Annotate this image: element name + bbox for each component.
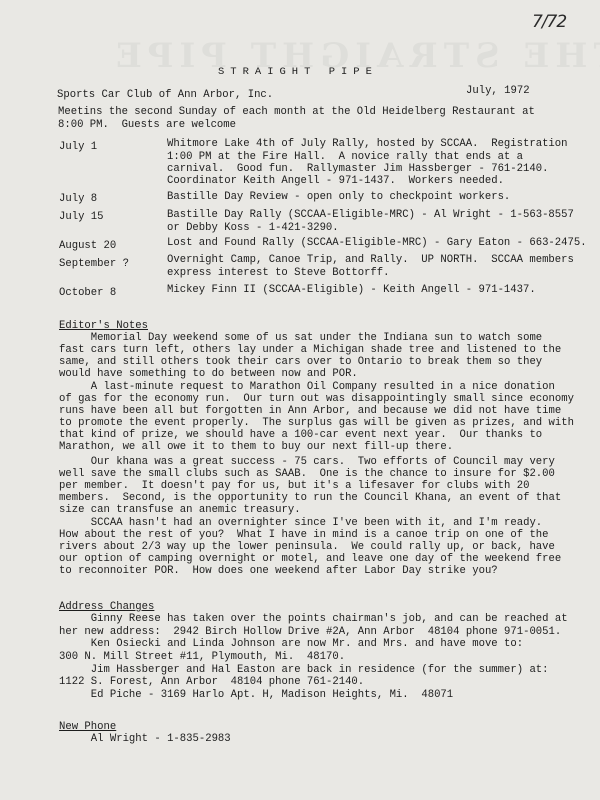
paragraph-line: well save the small clubs such as SAAB. One is the chance to insure for $2.00: [59, 468, 555, 480]
paragraph-line: Marathon, we all owe it to them to buy our next fill-up there.: [59, 441, 454, 453]
event-line: or Debby Koss - 1-421-3290.: [167, 222, 339, 234]
address-changes-heading: Address Changes: [59, 601, 155, 613]
paragraph-line: Our khana was a great success - 75 cars. Two efforts of Council may very: [59, 456, 555, 468]
paragraph-line: our option of camping overnight or motel, and leave one day of the weekend free: [59, 553, 562, 565]
paragraph-line: same, and still others took their cars over to Ontario to break them so they: [59, 356, 543, 368]
new-phone-line: Al Wright - 1-835-2983: [59, 733, 231, 745]
paragraph-line: fast cars turn left, others lay under a Michigan shade tree and listened to the: [59, 344, 562, 356]
event-line: Lost and Found Rally (SCCAA-Eligible-MRC) - Gary Eaton - 663-2475.: [167, 237, 587, 249]
event-line: Whitmore Lake 4th of July Rally, hosted by SCCAA. Registration: [167, 138, 568, 150]
event-date: October 8: [59, 287, 117, 299]
paragraph-line: to reconnoiter POR. How does one weekend after Labor Day strike you?: [59, 565, 498, 577]
paragraph-line: per member. It doesn't pay for us, but it's a lifesaver for clubs with 20: [59, 480, 530, 492]
paragraph-line: rivers about 2/3 way up the lower peninsula. We could rally up, or back, have: [59, 541, 555, 553]
paragraph-line: of gas for the economy run. Our turn out was disappointingly small since economy: [59, 393, 574, 405]
event-line: 1:00 PM at the Fire Hall. A novice rally that ends at a: [167, 151, 524, 163]
meeting-line-1: Meetins the second Sunday of each month at the Old Heidelberg Restaurant at: [58, 106, 535, 118]
address-line: Jim Hassberger and Hal Easton are back in residence (for the summer) at:: [59, 664, 549, 676]
meeting-line-2: 8:00 PM. Guests are welcome: [58, 119, 237, 131]
event-date: July 15: [59, 211, 104, 223]
issue-date: July, 1972: [466, 85, 530, 97]
address-line: 1122 S. Forest, Ann Arbor 48104 phone 761-2140.: [59, 676, 365, 688]
paragraph-line: A last-minute request to Marathon Oil Company resulted in a nice donation: [59, 381, 555, 393]
address-line: Ed Piche - 3169 Harlo Apt. H, Madison Heights, Mi. 48071: [59, 689, 454, 701]
event-line: Overnight Camp, Canoe Trip, and Rally. UP NORTH. SCCAA members: [167, 254, 574, 266]
handwritten-date-note: 7/72: [532, 12, 567, 32]
event-line: Mickey Finn II (SCCAA-Eligible) - Keith Angell - 971-1437.: [167, 284, 536, 296]
event-line: Bastille Day Rally (SCCAA-Eligible-MRC) - Al Wright - 1-563-8557: [167, 209, 574, 221]
event-line: express interest to Steve Bottorff.: [167, 267, 390, 279]
paragraph-line: SCCAA hasn't had an overnighter since I've been with it, and I'm ready.: [59, 517, 543, 529]
event-date: July 1: [59, 141, 98, 153]
paragraph-line: would have something to do between now and POR.: [59, 368, 358, 380]
event-line: Bastille Day Review - open only to checkpoint workers.: [167, 191, 511, 203]
paragraph-line: members. Second, is the opportunity to run the Council Khana, an event of that: [59, 492, 562, 504]
event-line: Coordinator Keith Angell - 971-1437. Workers needed.: [167, 175, 504, 187]
address-line: her new address: 2942 Birch Hollow Drive #2A, Ann Arbor 48104 phone 971-0051.: [59, 626, 562, 638]
paragraph-line: to promote the event properly. The surplus gas will be given as prizes, and with: [59, 417, 574, 429]
paragraph-line: Memorial Day weekend some of us sat under the Indiana sun to watch some: [59, 332, 543, 344]
event-date: July 8: [59, 193, 98, 205]
address-line: Ken Osiecki and Linda Johnson are now Mr. and Mrs. and have move to:: [59, 638, 524, 650]
paragraph-line: size can transfuse an anemic treasury.: [59, 504, 301, 516]
address-line: Ginny Reese has taken over the points chairman's job, and can be reached at: [59, 613, 568, 625]
newsletter-title: STRAIGHT PIPE: [218, 66, 378, 78]
new-phone-heading: New Phone: [59, 721, 117, 733]
event-date: August 20: [59, 240, 117, 252]
editors-notes-heading: Editor's Notes: [59, 320, 149, 332]
event-line: carnival. Good fun. Rallymaster Jim Hassberger - 761-2140.: [167, 163, 549, 175]
address-line: 300 N. Mill Street #11, Plymouth, Mi. 48170.: [59, 651, 346, 663]
club-name: Sports Car Club of Ann Arbor, Inc.: [57, 89, 274, 101]
event-date: September ?: [59, 258, 129, 270]
paragraph-line: runs have been all but forgotten in Ann Arbor, and because we did not have time: [59, 405, 562, 417]
paragraph-line: that kind of prize, we should have a 100-car event next year. Our thanks to: [59, 429, 543, 441]
paragraph-line: How about the rest of you? What I have in mind is a canoe trip on one of the: [59, 529, 549, 541]
